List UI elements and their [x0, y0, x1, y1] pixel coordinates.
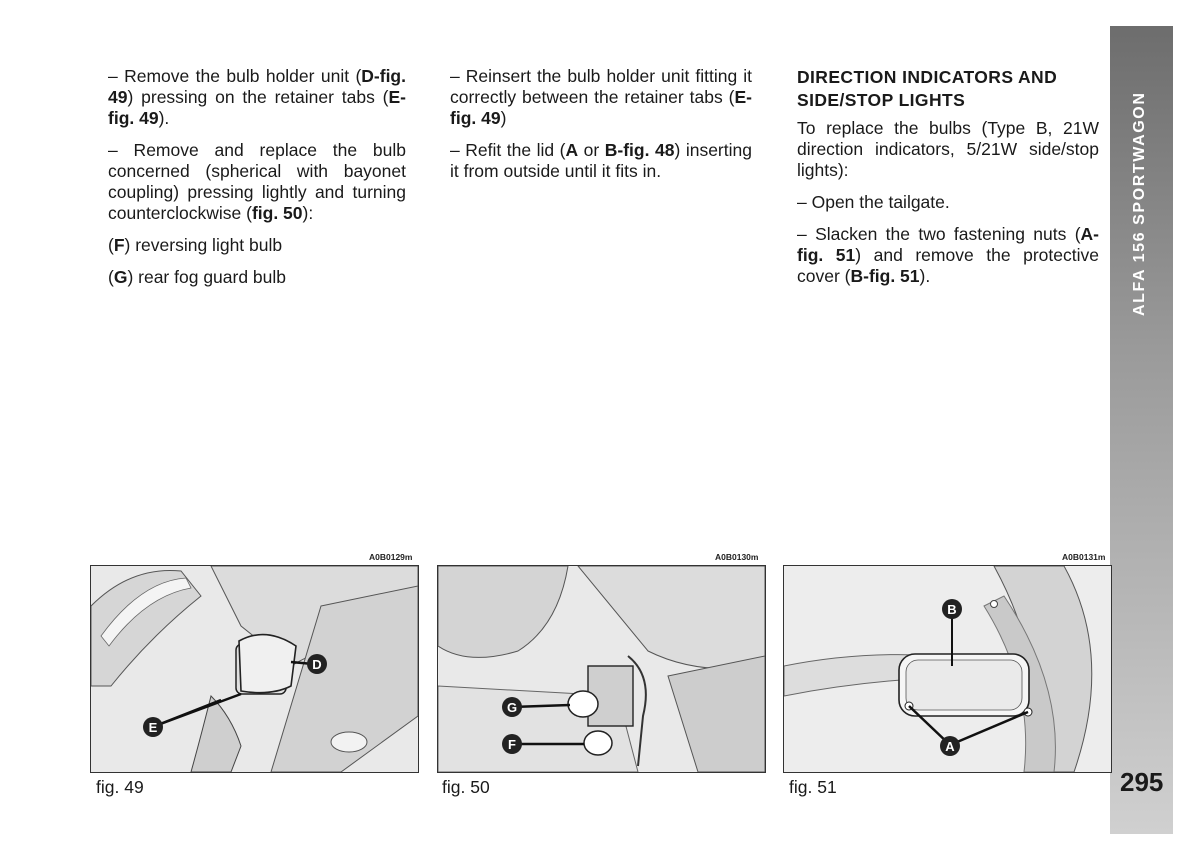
text-column-3: [797, 66, 1099, 298]
paragraph: – Remove and replace the bulb concerned (spherical with bayonet coupling) pressing lightly and turning counterclockwise (fig. 50):: [108, 140, 406, 223]
paragraph: – Open the tailgate.: [797, 192, 950, 212]
callout-label: E: [148, 720, 158, 735]
figure-caption: fig. 49: [96, 777, 144, 797]
paragraph: (F) reversing light bulb: [108, 235, 283, 255]
figure-code: A0B0131m: [1062, 552, 1106, 562]
paragraph: – Reinsert the bulb holder unit fitting it correctly between the retainer tabs (E-fig. 49): [450, 66, 752, 128]
section-heading: [797, 66, 1099, 112]
page-number: 295: [1120, 767, 1164, 797]
heading-line: SIDE/STOP LIGHTS: [797, 90, 966, 110]
callout-label: B: [947, 602, 957, 617]
sidebar-title: ALFA 156 SPORTWAGON: [1131, 91, 1148, 316]
paragraph: To replace the bulbs (Type B, 21W direction indicators, 5/21W side/stop lights):: [797, 118, 1099, 180]
heading-line: DIRECTION INDICATORS AND: [797, 67, 1058, 87]
figure-caption: fig. 51: [789, 777, 837, 797]
callout-label: A: [945, 739, 955, 754]
paragraph: – Slacken the two fastening nuts (A-fig. 51) and remove the protective cover (B-fig. 51).: [797, 224, 1099, 286]
figure-code: A0B0129m: [369, 552, 413, 562]
figure-49-illustration: [90, 565, 419, 773]
callout-label: G: [506, 700, 518, 715]
figure-caption: fig. 50: [442, 777, 490, 797]
paragraph: – Remove the bulb holder unit (D-fig. 49) pressing on the retainer tabs (E-fig. 49).: [108, 66, 406, 128]
text-column-2: [450, 66, 752, 193]
paragraph: (G) rear fog guard bulb: [108, 267, 287, 287]
callout-label: D: [312, 657, 322, 672]
text-column-1: [108, 66, 406, 299]
figure-code: A0B0130m: [715, 552, 759, 562]
figure-51-illustration: [783, 565, 1112, 773]
figure-50-illustration: [437, 565, 766, 773]
callout-label: F: [508, 737, 516, 752]
paragraph: – Refit the lid (A or B-fig. 48) inserting it from outside until it fits in.: [450, 140, 752, 181]
